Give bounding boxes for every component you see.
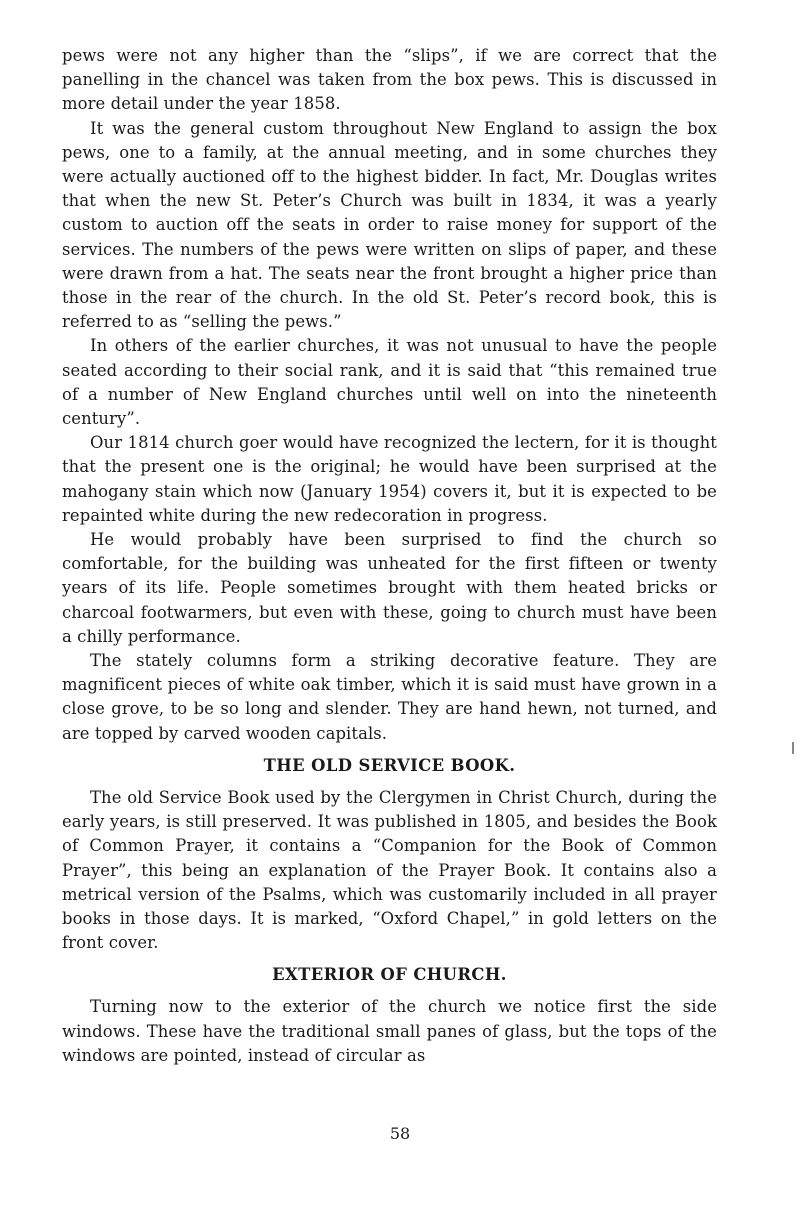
page-number: 58 (389, 1124, 411, 1143)
paragraph-exterior-windows: Turning now to the exterior of the church we notice first the side windows. These have the traditional small panes of glass, but the tops of the windows are pointed, instead of circular as (62, 997, 717, 1065)
heading-old-service-book: THE OLD SERVICE BOOK. (263, 755, 516, 775)
paragraph-social-rank: In others of the earlier churches, it was not unusual to have the people seated according to their social rank, and it is said that “this remained true of a number of New England churches until well on into the nineteenth century”. (62, 336, 717, 429)
page-text (62, 44, 717, 1068)
heading-exterior-of-church: EXTERIOR OF CHURCH. (272, 965, 507, 985)
paragraph-columns: The stately columns form a striking decorative feature. They are magnificent pieces of white oak timber, which it is said must have grown in a close grove, to be so long and slender. They are hand hewn, not turned, and are topped by carved wooden capitals. (62, 651, 717, 743)
paragraph-old-service-book: The old Service Book used by the Clergymen in Christ Church, during the early years, is still preserved. It was published in 1805, and besides the Book of Common Prayer, it contains a “Companion for the Book of Common Prayer”, this being an explanation of the Prayer Book. It contains also a metrical version of the Psalms, which was customarily included in all prayer books in those days. It is marked, “Oxford Chapel,” in gold letters on the front cover. (62, 787, 717, 953)
paragraph-pews-slips: pews were not any higher than the “slips”, if we are correct that the panelling in the chancel was taken from the box pews. This is discussed in more detail under the year 1858. (62, 46, 717, 114)
paragraph-unheated-building: He would probably have been surprised to find the church so comfortable, for the building was unheated for the first fifteen or twenty years of its life. People sometimes brought with them heated bricks or charcoal footwarmers, but even with these, going to church must have been a chilly performance. (62, 530, 717, 646)
paragraph-box-pews-custom: It was the general custom throughout New England to assign the box pews, one to a family, at the annual meeting, and in some churches they were actually auctioned off to the highest bidder. In fact, Mr. Douglas writes that when the new St. Peter’s Church was built in 1834, it was a yearly custom to auction off the seats in order to raise money for support of the services. The numbers of the pews were written on slips of paper, and these were drawn from a hat. The seats near the front brought a higher price than those in the rear of the church. In the old St. Peter’s record book, this is referred to as “selling the pews.” (62, 118, 717, 332)
paragraph-lectern: Our 1814 church goer would have recognized the lectern, for it is thought that the present one is the original; he would have been surprised at the mahogany stain which now (January 1954) covers it, but it is expected to be repainted white during the new redecoration in progress. (62, 433, 717, 525)
scan-edge-mark (792, 742, 794, 754)
